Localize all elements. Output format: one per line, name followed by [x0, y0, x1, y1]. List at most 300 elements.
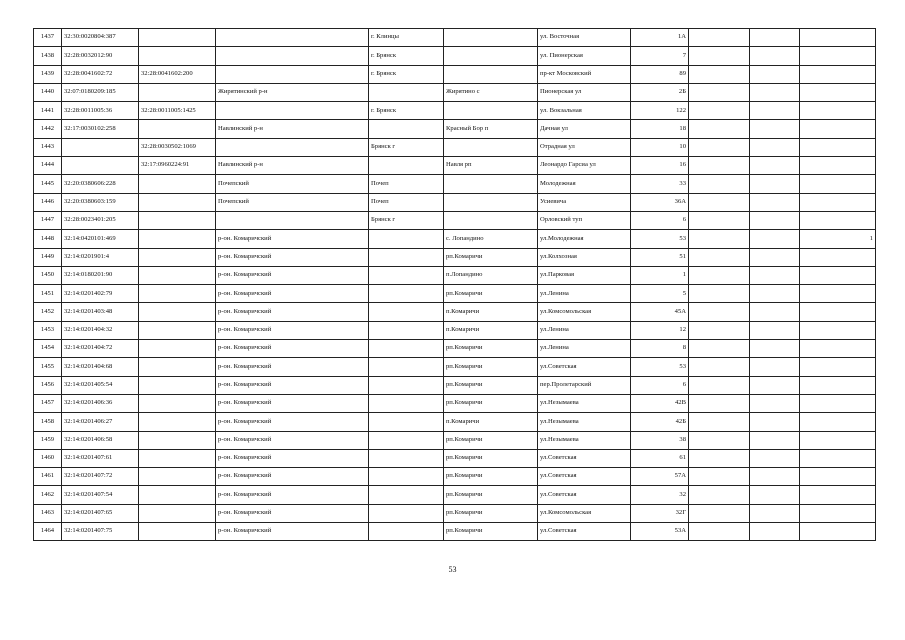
house-number-cell: 2Б: [631, 83, 689, 101]
house-number-cell: 89: [631, 65, 689, 83]
settlement-cell: Жирятино с: [444, 83, 538, 101]
district-cell: [216, 138, 369, 156]
table-row: [34, 120, 876, 138]
cadastral-number-cell: 32:14:0420101:469: [62, 230, 139, 248]
city-cell: Почеп: [369, 193, 444, 211]
extra-col-1-cell: [689, 486, 750, 504]
row-number-cell: 1458: [34, 413, 62, 431]
row-number-cell: 1457: [34, 394, 62, 412]
row-number-cell: 1455: [34, 358, 62, 376]
cadastral-number-alt-cell: 32:17:0960224:91: [139, 157, 216, 175]
city-cell: [369, 230, 444, 248]
cadastral-number-alt-cell: [139, 303, 216, 321]
row-number-cell: 1446: [34, 193, 62, 211]
table-row: [34, 449, 876, 467]
extra-col-2-cell: [750, 394, 800, 412]
extra-col-2-cell: [750, 413, 800, 431]
cadastral-number-cell: 32:28:0011005:36: [62, 102, 139, 120]
extra-col-2-cell: [750, 120, 800, 138]
street-cell: ул.Молодежная: [538, 230, 631, 248]
table-row: [34, 468, 876, 486]
extra-col-1-cell: [689, 394, 750, 412]
extra-col-2-cell: [750, 431, 800, 449]
city-cell: Почеп: [369, 175, 444, 193]
city-cell: [369, 303, 444, 321]
extra-col-1-cell: [689, 83, 750, 101]
cadastral-number-cell: 32:14:0201404:32: [62, 321, 139, 339]
cadastral-number-alt-cell: [139, 394, 216, 412]
page-number: 53: [448, 565, 457, 574]
cadastral-number-alt-cell: [139, 47, 216, 65]
extra-col-1-cell: [689, 157, 750, 175]
street-cell: Леонардо Гарсиа ул: [538, 157, 631, 175]
table-row: [34, 175, 876, 193]
extra-col-2-cell: [750, 157, 800, 175]
extra-col-3-cell: [800, 266, 876, 284]
extra-col-3-cell: [800, 157, 876, 175]
extra-col-2-cell: [750, 211, 800, 229]
cadastral-number-alt-cell: 32:28:0011005:1425: [139, 102, 216, 120]
cadastral-number-cell: 32:14:0201406:36: [62, 394, 139, 412]
street-cell: ул.Советская: [538, 468, 631, 486]
street-cell: ул.Ленина: [538, 340, 631, 358]
table-row: [34, 376, 876, 394]
settlement-cell: рп.Комаричи: [444, 486, 538, 504]
settlement-cell: [444, 47, 538, 65]
extra-col-1-cell: [689, 248, 750, 266]
city-cell: [369, 486, 444, 504]
cadastral-number-alt-cell: [139, 413, 216, 431]
extra-col-2-cell: [750, 248, 800, 266]
extra-col-1-cell: [689, 523, 750, 541]
house-number-cell: 32: [631, 486, 689, 504]
row-number-cell: 1451: [34, 285, 62, 303]
extra-col-2-cell: [750, 102, 800, 120]
street-cell: ул.Парковая: [538, 266, 631, 284]
street-cell: ул.Советская: [538, 449, 631, 467]
settlement-cell: п.Лопандино: [444, 266, 538, 284]
extra-col-3-cell: [800, 83, 876, 101]
street-cell: ул. Пионерская: [538, 47, 631, 65]
extra-col-3-cell: [800, 413, 876, 431]
cadastral-number-cell: [62, 157, 139, 175]
table-row: [34, 431, 876, 449]
extra-col-2-cell: [750, 358, 800, 376]
extra-col-1-cell: [689, 431, 750, 449]
row-number-cell: 1453: [34, 321, 62, 339]
house-number-cell: 53: [631, 230, 689, 248]
street-cell: ул.Комсомольская: [538, 303, 631, 321]
row-number-cell: 1441: [34, 102, 62, 120]
extra-col-1-cell: [689, 47, 750, 65]
table-row: [34, 394, 876, 412]
extra-col-1-cell: [689, 413, 750, 431]
city-cell: г. Клинцы: [369, 29, 444, 47]
cadastral-number-alt-cell: [139, 431, 216, 449]
city-cell: Брянск г: [369, 211, 444, 229]
settlement-cell: п.Комаричи: [444, 321, 538, 339]
extra-col-2-cell: [750, 523, 800, 541]
house-number-cell: 38: [631, 431, 689, 449]
street-cell: ул.Комсомольская: [538, 504, 631, 522]
district-cell: р-он. Комаричский: [216, 486, 369, 504]
city-cell: [369, 468, 444, 486]
extra-col-2-cell: [750, 83, 800, 101]
street-cell: Пионерская ул: [538, 83, 631, 101]
row-number-cell: 1460: [34, 449, 62, 467]
extra-col-3-cell: [800, 431, 876, 449]
row-number-cell: 1443: [34, 138, 62, 156]
city-cell: [369, 83, 444, 101]
street-cell: Усиевича: [538, 193, 631, 211]
district-cell: р-он. Комаричский: [216, 340, 369, 358]
settlement-cell: [444, 65, 538, 83]
extra-col-3-cell: [800, 449, 876, 467]
street-cell: ул.Незымаева: [538, 413, 631, 431]
district-cell: р-он. Комаричский: [216, 321, 369, 339]
house-number-cell: 36А: [631, 193, 689, 211]
settlement-cell: с. Лопандино: [444, 230, 538, 248]
settlement-cell: [444, 211, 538, 229]
row-number-cell: 1464: [34, 523, 62, 541]
extra-col-2-cell: [750, 193, 800, 211]
extra-col-2-cell: [750, 285, 800, 303]
district-cell: р-он. Комаричский: [216, 358, 369, 376]
extra-col-1-cell: [689, 65, 750, 83]
city-cell: г. Брянск: [369, 102, 444, 120]
city-cell: [369, 120, 444, 138]
city-cell: г. Брянск: [369, 47, 444, 65]
district-cell: р-он. Комаричский: [216, 504, 369, 522]
cadastral-number-alt-cell: [139, 340, 216, 358]
table-row: [34, 138, 876, 156]
house-number-cell: 33: [631, 175, 689, 193]
settlement-cell: [444, 175, 538, 193]
extra-col-3-cell: [800, 468, 876, 486]
extra-col-2-cell: [750, 266, 800, 284]
cadastral-number-alt-cell: [139, 376, 216, 394]
table-row: [34, 340, 876, 358]
table-row: [34, 248, 876, 266]
house-number-cell: 53: [631, 358, 689, 376]
street-cell: ул.Советская: [538, 523, 631, 541]
house-number-cell: 51: [631, 248, 689, 266]
house-number-cell: 6: [631, 211, 689, 229]
house-number-cell: 32Г: [631, 504, 689, 522]
extra-col-2-cell: [750, 138, 800, 156]
extra-col-2-cell: [750, 504, 800, 522]
district-cell: р-он. Комаричский: [216, 230, 369, 248]
extra-col-1-cell: [689, 285, 750, 303]
cadastral-number-cell: 32:20:0380606:228: [62, 175, 139, 193]
street-cell: ул.Советская: [538, 358, 631, 376]
extra-col-1-cell: [689, 138, 750, 156]
extra-col-3-cell: [800, 47, 876, 65]
cadastral-number-cell: 32:14:0201404:68: [62, 358, 139, 376]
city-cell: [369, 157, 444, 175]
extra-col-3-cell: [800, 321, 876, 339]
extra-col-3-cell: [800, 211, 876, 229]
street-cell: ул.Ленина: [538, 285, 631, 303]
city-cell: [369, 321, 444, 339]
district-cell: р-он. Комаричский: [216, 266, 369, 284]
house-number-cell: 10: [631, 138, 689, 156]
settlement-cell: п.Комаричи: [444, 413, 538, 431]
settlement-cell: рп.Комаричи: [444, 358, 538, 376]
house-number-cell: 61: [631, 449, 689, 467]
city-cell: г. Брянск: [369, 65, 444, 83]
extra-col-3-cell: [800, 523, 876, 541]
row-number-cell: 1454: [34, 340, 62, 358]
table-row: [34, 83, 876, 101]
extra-col-1-cell: [689, 193, 750, 211]
extra-col-1-cell: [689, 376, 750, 394]
district-cell: р-он. Комаричский: [216, 523, 369, 541]
city-cell: [369, 449, 444, 467]
extra-col-3-cell: [800, 102, 876, 120]
row-number-cell: 1456: [34, 376, 62, 394]
row-number-cell: 1445: [34, 175, 62, 193]
settlement-cell: рп.Комаричи: [444, 504, 538, 522]
extra-col-1-cell: [689, 175, 750, 193]
settlement-cell: рп.Комаричи: [444, 394, 538, 412]
extra-col-3-cell: [800, 120, 876, 138]
extra-col-3-cell: [800, 138, 876, 156]
cadastral-number-alt-cell: 32:28:0030502:1069: [139, 138, 216, 156]
district-cell: р-он. Комаричский: [216, 303, 369, 321]
cadastral-number-alt-cell: [139, 230, 216, 248]
extra-col-2-cell: [750, 449, 800, 467]
cadastral-number-cell: 32:28:0023401:205: [62, 211, 139, 229]
cadastral-number-cell: 32:07:0180209:185: [62, 83, 139, 101]
city-cell: [369, 358, 444, 376]
cadastral-number-alt-cell: [139, 504, 216, 522]
extra-col-1-cell: [689, 340, 750, 358]
street-cell: пер.Пролетарский: [538, 376, 631, 394]
table-row: [34, 266, 876, 284]
district-cell: р-он. Комаричский: [216, 449, 369, 467]
row-number-cell: 1452: [34, 303, 62, 321]
cadastral-number-cell: 32:28:0032012:90: [62, 47, 139, 65]
table-row: [34, 102, 876, 120]
row-number-cell: 1440: [34, 83, 62, 101]
extra-col-1-cell: [689, 102, 750, 120]
cadastral-number-cell: 32:17:0030102:258: [62, 120, 139, 138]
street-cell: Дачная ул: [538, 120, 631, 138]
extra-col-3-cell: [800, 175, 876, 193]
table-row: [34, 358, 876, 376]
extra-col-1-cell: [689, 358, 750, 376]
cadastral-number-alt-cell: [139, 175, 216, 193]
cadastral-number-alt-cell: [139, 486, 216, 504]
extra-col-1-cell: [689, 303, 750, 321]
extra-col-2-cell: [750, 303, 800, 321]
district-cell: [216, 65, 369, 83]
extra-col-1-cell: [689, 321, 750, 339]
cadastral-number-alt-cell: [139, 83, 216, 101]
table-row: [34, 157, 876, 175]
cadastral-number-alt-cell: [139, 211, 216, 229]
cadastral-number-alt-cell: [139, 120, 216, 138]
extra-col-1-cell: [689, 468, 750, 486]
extra-col-2-cell: [750, 376, 800, 394]
extra-col-1-cell: [689, 211, 750, 229]
cadastral-number-alt-cell: 32:28:0041602:200: [139, 65, 216, 83]
district-cell: Навлинский р-н: [216, 157, 369, 175]
extra-col-2-cell: [750, 468, 800, 486]
street-cell: пр-кт Московский: [538, 65, 631, 83]
cadastral-number-cell: 32:14:0201407:54: [62, 486, 139, 504]
extra-col-2-cell: [750, 175, 800, 193]
settlement-cell: рп.Комаричи: [444, 468, 538, 486]
row-number-cell: 1439: [34, 65, 62, 83]
cadastral-number-cell: 32:14:0201404:72: [62, 340, 139, 358]
district-cell: Почепский: [216, 175, 369, 193]
settlement-cell: рп.Комаричи: [444, 248, 538, 266]
cadastral-number-cell: 32:14:0201405:54: [62, 376, 139, 394]
cadastral-number-alt-cell: [139, 449, 216, 467]
district-cell: [216, 102, 369, 120]
house-number-cell: 1А: [631, 29, 689, 47]
table-row: [34, 47, 876, 65]
settlement-cell: рп.Комаричи: [444, 285, 538, 303]
extra-col-3-cell: [800, 340, 876, 358]
city-cell: [369, 376, 444, 394]
settlement-cell: рп.Комаричи: [444, 523, 538, 541]
city-cell: [369, 248, 444, 266]
settlement-cell: Навля рп: [444, 157, 538, 175]
city-cell: [369, 340, 444, 358]
street-cell: ул.Колхозная: [538, 248, 631, 266]
extra-col-3-cell: [800, 376, 876, 394]
row-number-cell: 1449: [34, 248, 62, 266]
extra-col-2-cell: [750, 321, 800, 339]
cadastral-number-cell: 32:14:0201403:48: [62, 303, 139, 321]
city-cell: [369, 523, 444, 541]
cadastral-number-cell: 32:14:0201407:61: [62, 449, 139, 467]
cadastral-number-alt-cell: [139, 29, 216, 47]
row-number-cell: 1444: [34, 157, 62, 175]
extra-col-1-cell: [689, 266, 750, 284]
cadastral-number-cell: 32:20:0380603:159: [62, 193, 139, 211]
extra-col-2-cell: [750, 230, 800, 248]
extra-col-3-cell: [800, 65, 876, 83]
cadastral-number-alt-cell: [139, 358, 216, 376]
street-cell: ул. Вокзальная: [538, 102, 631, 120]
cadastral-number-cell: 32:14:0201406:27: [62, 413, 139, 431]
row-number-cell: 1447: [34, 211, 62, 229]
district-cell: Жирятинский р-н: [216, 83, 369, 101]
house-number-cell: 42В: [631, 394, 689, 412]
district-cell: р-он. Комаричский: [216, 431, 369, 449]
house-number-cell: 42Б: [631, 413, 689, 431]
row-number-cell: 1450: [34, 266, 62, 284]
house-number-cell: 45А: [631, 303, 689, 321]
district-cell: р-он. Комаричский: [216, 248, 369, 266]
table-row: [34, 29, 876, 47]
settlement-cell: [444, 102, 538, 120]
house-number-cell: 1: [631, 266, 689, 284]
cadastral-number-cell: 32:14:0201402:79: [62, 285, 139, 303]
extra-col-3-cell: [800, 303, 876, 321]
extra-col-3-cell: 1: [800, 230, 876, 248]
extra-col-1-cell: [689, 504, 750, 522]
table-row: [34, 285, 876, 303]
extra-col-1-cell: [689, 449, 750, 467]
table-row: [34, 65, 876, 83]
registry-body: [34, 29, 876, 541]
district-cell: р-он. Комаричский: [216, 394, 369, 412]
cadastral-number-cell: 32:28:0041602:72: [62, 65, 139, 83]
row-number-cell: 1459: [34, 431, 62, 449]
row-number-cell: 1461: [34, 468, 62, 486]
settlement-cell: [444, 193, 538, 211]
district-cell: [216, 211, 369, 229]
extra-col-3-cell: [800, 504, 876, 522]
district-cell: р-он. Комаричский: [216, 285, 369, 303]
cadastral-number-cell: 32:30:0020804:387: [62, 29, 139, 47]
street-cell: Отрадная ул: [538, 138, 631, 156]
house-number-cell: 122: [631, 102, 689, 120]
house-number-cell: 57А: [631, 468, 689, 486]
district-cell: р-он. Комаричский: [216, 376, 369, 394]
table-row: [34, 321, 876, 339]
house-number-cell: 53А: [631, 523, 689, 541]
cadastral-number-alt-cell: [139, 266, 216, 284]
district-cell: р-он. Комаричский: [216, 413, 369, 431]
row-number-cell: 1438: [34, 47, 62, 65]
cadastral-number-alt-cell: [139, 248, 216, 266]
district-cell: [216, 29, 369, 47]
extra-col-2-cell: [750, 65, 800, 83]
settlement-cell: [444, 138, 538, 156]
cadastral-number-cell: 32:14:0180201:90: [62, 266, 139, 284]
table-row: [34, 230, 876, 248]
cadastral-number-cell: 32:14:0201407:75: [62, 523, 139, 541]
extra-col-3-cell: [800, 394, 876, 412]
table-row: [34, 303, 876, 321]
settlement-cell: рп.Комаричи: [444, 449, 538, 467]
house-number-cell: 5: [631, 285, 689, 303]
extra-col-2-cell: [750, 486, 800, 504]
street-cell: ул.Советская: [538, 486, 631, 504]
house-number-cell: 7: [631, 47, 689, 65]
cadastral-number-cell: 32:14:0201407:72: [62, 468, 139, 486]
extra-col-2-cell: [750, 47, 800, 65]
property-registry-table: [33, 28, 876, 541]
district-cell: Навлинский р-н: [216, 120, 369, 138]
extra-col-3-cell: [800, 193, 876, 211]
city-cell: Брянск г: [369, 138, 444, 156]
street-cell: ул.Незымаева: [538, 394, 631, 412]
cadastral-number-alt-cell: [139, 193, 216, 211]
settlement-cell: Красный Бор п: [444, 120, 538, 138]
district-cell: р-он. Комаричский: [216, 468, 369, 486]
settlement-cell: [444, 29, 538, 47]
table-row: [34, 211, 876, 229]
extra-col-3-cell: [800, 285, 876, 303]
city-cell: [369, 266, 444, 284]
extra-col-2-cell: [750, 340, 800, 358]
street-cell: Орловский туп: [538, 211, 631, 229]
cadastral-number-alt-cell: [139, 468, 216, 486]
district-cell: [216, 47, 369, 65]
city-cell: [369, 413, 444, 431]
settlement-cell: рп.Комаричи: [444, 431, 538, 449]
house-number-cell: 12: [631, 321, 689, 339]
extra-col-2-cell: [750, 29, 800, 47]
cadastral-number-alt-cell: [139, 321, 216, 339]
